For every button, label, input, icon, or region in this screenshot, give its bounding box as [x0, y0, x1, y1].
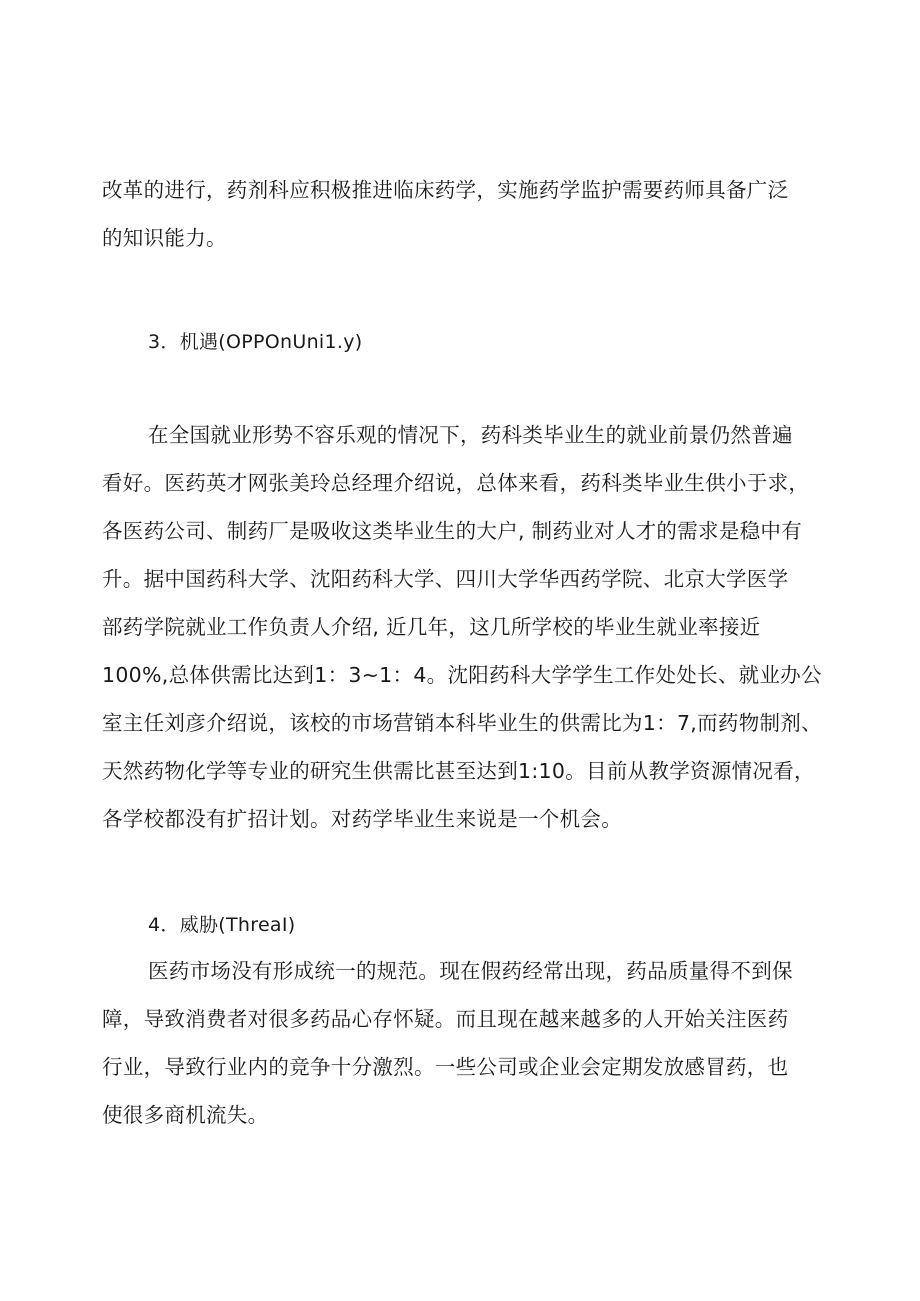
intro-line-1: 改革的进行，药剂科应积极推进临床药学，实施药学监护需要药师具备广泛 [102, 178, 789, 202]
section-4-line-3: 行业，导致行业内的竞争十分激烈。一些公司或企业会定期发放感冒药，也 [102, 1055, 789, 1079]
section-4-line-2: 障，导致消费者对很多药品心存怀疑。而且现在越来越多的人开始关注医药 [102, 1007, 789, 1031]
section-3-line-2: 看好。医药英才网张美玲总经理介绍说，总体来看，药科类毕业生供小于求， [102, 471, 810, 495]
section-3-line-1: 在全国就业形势不容乐观的情况下，药科类毕业生的就业前景仍然普遍 [148, 423, 793, 447]
section-3-line-6: 100%,总体供需比达到1：3~1：4。沈阳药科大学学生工作处处长、就业办公 [102, 663, 822, 687]
section-4-line-4: 使很多商机流失。 [102, 1103, 269, 1127]
section-3-line-4: 升。据中国药科大学、沈阳药科大学、四川大学华西药学院、北京大学医学 [102, 567, 789, 591]
section-3-line-5: 部药学院就业工作负责人介绍, 近几年，这几所学校的毕业生就业率接近 [102, 615, 761, 639]
section-4-heading: 4．威胁(ThreaI) [148, 914, 296, 936]
section-3-line-9: 各学校都没有扩招计划。对药学毕业生来说是一个机会。 [102, 807, 622, 831]
section-3-line-3: 各医药公司、制药厂是吸收这类毕业生的大户, 制药业对人才的需求是稳中有 [102, 519, 803, 543]
intro-line-2: 的知识能力。 [102, 226, 227, 250]
section-3-line-8: 天然药物化学等专业的研究生供需比甚至达到1:10。目前从教学资源情况看， [102, 759, 815, 783]
section-4-line-1: 医药市场没有形成统一的规范。现在假药经常出现，药品质量得不到保 [148, 959, 793, 983]
section-3-line-7: 室主任刘彦介绍说，该校的市场营销本科毕业生的供需比为1：7,而药物制剂、 [102, 711, 822, 735]
section-3-heading: 3．机遇(OPPOnUni1.y) [148, 331, 363, 353]
